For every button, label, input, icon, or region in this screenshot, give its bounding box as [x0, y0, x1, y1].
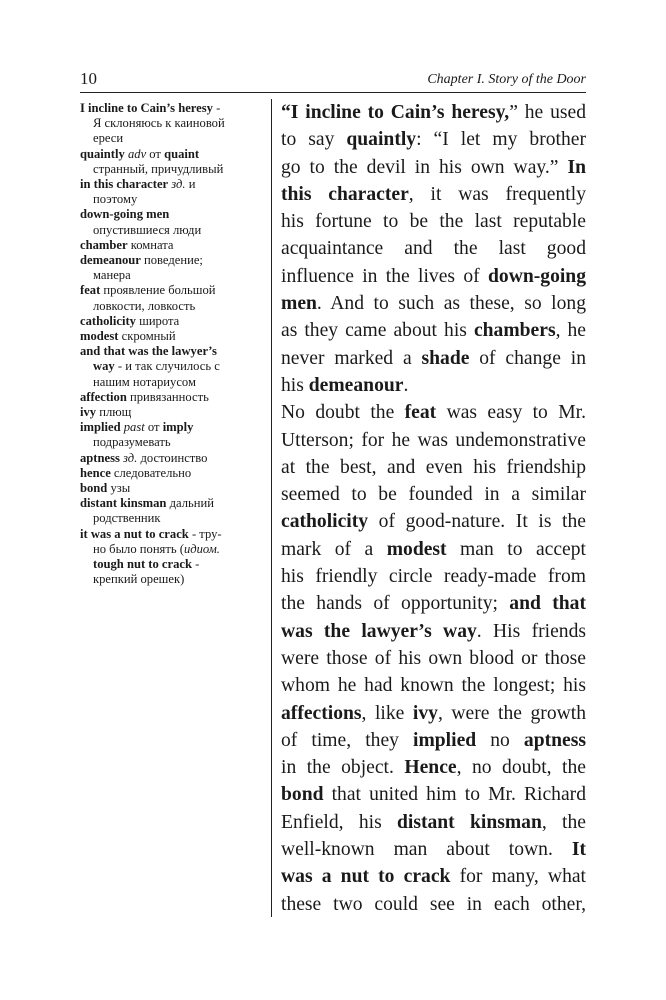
text-segment: acquaintance and the last good — [281, 238, 586, 260]
glossary-term: I incline to Cain’s heresy — [80, 101, 213, 115]
glossary-translation: проявление большой — [100, 283, 216, 298]
glossary-term: hence — [80, 465, 111, 480]
glossed-phrase: Hence — [404, 757, 457, 779]
glossed-phrase: “I incline to Cain’s heresy, — [281, 102, 510, 123]
glossary-translation: но было понять ( — [93, 541, 184, 556]
text-line — [281, 536, 586, 563]
glossed-phrase: It — [571, 839, 586, 861]
glossary-term: bond — [80, 481, 108, 496]
text-segment: . His friends — [476, 620, 586, 642]
glossary-translation: - и так случилось с — [114, 359, 220, 374]
glossed-phrase: affections — [281, 702, 362, 724]
glossed-phrase: aptness — [523, 729, 586, 751]
glossary-term: demeanour — [80, 253, 141, 268]
text-line — [281, 754, 586, 781]
text-line — [281, 645, 586, 672]
glossary-term: chamber — [80, 237, 128, 252]
glossed-phrase: distant kinsman — [397, 811, 542, 833]
text-segment: go to the devil in his own way.” — [281, 156, 568, 178]
glossary-base-term: quaint — [164, 146, 200, 161]
text-segment: these two could see in each other, — [281, 893, 586, 915]
glossed-phrase: feat — [404, 402, 437, 424]
text-line — [281, 345, 586, 372]
glossary-entry — [80, 329, 262, 344]
text-segment: that united him to Mr. Richard — [323, 784, 586, 806]
part-of-speech: зд. — [123, 450, 138, 465]
text-line — [281, 727, 586, 754]
part-of-speech: past — [123, 420, 145, 435]
text-segment: . And to such as these, so long — [316, 293, 586, 315]
text-segment: , it was frequently — [408, 183, 586, 205]
main-text-column — [281, 99, 586, 918]
glossed-phrase: ivy — [412, 702, 438, 724]
glossary-translation: узы — [107, 481, 131, 496]
text-segment: were those of his own blood or those — [281, 647, 586, 669]
glossed-phrase: down-going — [488, 265, 586, 287]
glossed-phrase: this character — [281, 183, 409, 205]
glossary-translation-line: ловкости, ловкость — [93, 298, 196, 313]
glossary-term: ivy — [80, 405, 97, 420]
text-segment: No doubt the — [281, 402, 405, 424]
text-segment: ” he used — [509, 102, 586, 123]
text-segment: , the — [541, 811, 586, 833]
glossed-phrase: men — [281, 293, 317, 315]
glossary-translation: крепкий орешек) — [93, 572, 185, 587]
text-line — [281, 372, 586, 399]
glossary-translation-line: родственник — [93, 511, 161, 526]
glossary-translation-line: манера — [93, 268, 131, 283]
text-line — [281, 154, 586, 181]
glossary-translation: широта — [135, 313, 180, 328]
text-segment: influence in the lives of — [281, 265, 488, 287]
text-line — [281, 781, 586, 808]
glossary-entry — [80, 238, 262, 253]
glossary-translation: дальний — [166, 496, 214, 511]
text-segment: as they came about his — [281, 320, 474, 342]
glossed-phrase: and that — [509, 593, 586, 615]
glossed-phrase: quaintly — [346, 129, 417, 151]
text-segment: man to accept — [446, 538, 586, 560]
text-line — [281, 181, 586, 208]
glossary-entry — [80, 314, 262, 329]
text-segment: , he — [555, 320, 586, 342]
glossary-entry — [80, 147, 262, 177]
part-of-speech: зд. — [171, 177, 186, 192]
glossary-entry — [80, 481, 262, 496]
text-segment: whom he had known the longest; his — [281, 675, 586, 697]
glossary-term: distant kinsman — [80, 496, 167, 511]
text-segment: of time, they — [281, 729, 414, 751]
text-line — [281, 263, 586, 290]
text-segment: seemed to be founded in a similar — [281, 484, 586, 506]
glossed-phrase: was a nut to crack — [281, 866, 451, 888]
text-line — [281, 454, 586, 481]
glossary-translation: - тру- — [188, 526, 222, 541]
glossary-translation: достоинство — [137, 450, 208, 465]
glossary-entry — [80, 390, 262, 405]
part-of-speech: adv — [127, 146, 147, 161]
text-segment: his friendly circle ready-made from — [281, 566, 586, 588]
glossary-translation: от — [146, 146, 165, 161]
glossary-entry — [80, 496, 262, 526]
glossary-term: way — [93, 359, 115, 374]
glossary-term: and that was the lawyer’s — [80, 344, 217, 359]
glossary-term: it was a nut to crack — [80, 526, 189, 541]
glossary-entry — [80, 359, 262, 389]
text-line — [281, 563, 586, 590]
chapter-title: Chapter I. Story of the Door — [427, 72, 586, 87]
text-segment: was easy to Mr. — [436, 402, 586, 424]
glossary-translation-line: опустившиеся люди — [93, 222, 202, 237]
glossary-term: modest — [80, 329, 119, 344]
glossary-translation: комната — [127, 237, 174, 252]
glossed-phrase: demeanour — [308, 374, 404, 396]
glossary-translation: и — [185, 177, 196, 192]
text-segment: of change in — [469, 347, 586, 369]
idiom-label: идиом. — [183, 541, 220, 556]
glossary-entry — [80, 572, 262, 587]
text-line — [281, 618, 586, 645]
text-segment: his fortune to be the last reputable — [281, 211, 586, 233]
page-number: 10 — [80, 69, 97, 88]
glossary-translation-line: нашим нотариусом — [93, 374, 196, 389]
glossary-translation-line: Я склоняюсь к каиновой — [93, 116, 225, 131]
text-line — [281, 399, 586, 426]
glossary-term: aptness — [80, 450, 120, 465]
text-line — [281, 508, 586, 535]
text-segment: of good-nature. It is the — [368, 511, 586, 533]
glossary-entry — [80, 207, 262, 237]
glossary-entry — [80, 405, 262, 420]
text-segment: for many, what — [450, 866, 587, 888]
glossary-term: tough nut to crack — [93, 557, 193, 572]
text-segment: no — [476, 729, 524, 751]
text-line — [281, 481, 586, 508]
text-segment: , no doubt, the — [456, 757, 586, 779]
glossary-translation-line: ереси — [93, 131, 124, 146]
text-line — [281, 126, 586, 153]
text-segment: at the best, and even his friendship — [281, 456, 586, 478]
glossary-entry — [80, 253, 262, 283]
text-segment: his — [281, 374, 309, 396]
text-segment: the hands of opportunity; — [281, 593, 510, 615]
glossary-translation-line: странный, причудливый — [93, 161, 224, 176]
glossary-entry — [80, 344, 262, 359]
glossary-translation: скромный — [118, 329, 176, 344]
text-segment: well-known man about town. — [281, 839, 572, 861]
text-line — [281, 672, 586, 699]
glossary-term: feat — [80, 283, 101, 298]
glossary-entry — [80, 557, 262, 572]
glossary-entry — [80, 283, 262, 313]
text-line — [281, 891, 586, 918]
text-segment: , like — [361, 702, 413, 724]
glossary-translation: - — [212, 101, 221, 115]
glossary-translation: - — [192, 557, 200, 572]
glossary-entry — [80, 177, 262, 207]
text-line — [281, 700, 586, 727]
text-line — [281, 317, 586, 344]
glossed-phrase: chambers — [473, 320, 556, 342]
text-line — [281, 208, 586, 235]
glossary-term: down-going men — [80, 207, 170, 222]
glossary-translation: привязанность — [126, 389, 209, 404]
glossed-phrase: shade — [421, 347, 470, 369]
text-line — [281, 290, 586, 317]
glossary-translation-line: поэтому — [93, 192, 138, 207]
glossary-term: catholicity — [80, 313, 136, 328]
glossary-column — [80, 101, 262, 588]
glossary-base-term: imply — [162, 420, 194, 435]
glossary-term: implied — [80, 420, 121, 435]
glossary-translation: поведение; — [140, 253, 203, 268]
glossed-phrase: In — [567, 156, 586, 178]
text-segment: Utterson; for he was undemonstrative — [281, 429, 586, 451]
glossed-phrase: modest — [386, 538, 447, 560]
glossed-phrase: implied — [413, 729, 477, 751]
glossary-term: affection — [80, 389, 127, 404]
text-line — [281, 809, 586, 836]
text-line — [281, 235, 586, 262]
glossary-entry — [80, 542, 262, 557]
glossary-term: quaintly — [80, 146, 125, 161]
glossary-translation: плющ — [96, 405, 132, 420]
glossary-translation-line: подразумевать — [93, 435, 171, 450]
glossary-entry — [80, 451, 262, 466]
glossary-entry — [80, 527, 262, 542]
text-segment: : “I let my brother — [416, 129, 587, 151]
text-line — [281, 427, 586, 454]
text-line — [281, 836, 586, 863]
text-segment: in the object. — [281, 757, 405, 779]
text-segment: mark of a — [281, 538, 387, 560]
glossary-entry — [80, 101, 262, 147]
text-line — [281, 99, 586, 126]
glossed-phrase: catholicity — [281, 511, 369, 533]
glossed-phrase: bond — [281, 784, 324, 806]
column-divider — [271, 99, 272, 917]
glossary-entry — [80, 466, 262, 481]
text-segment: to say — [281, 129, 347, 151]
text-segment: , were the growth — [437, 702, 587, 724]
glossary-translation: от — [144, 420, 163, 435]
text-segment: . — [403, 374, 409, 396]
text-segment: Enfield, his — [281, 811, 397, 833]
text-line — [281, 863, 586, 890]
glossed-phrase: was the lawyer’s way — [281, 620, 477, 642]
glossary-translation: следовательно — [110, 465, 192, 480]
glossary-term: in this character — [80, 177, 169, 192]
text-segment: never marked a — [281, 347, 422, 369]
glossary-entry — [80, 420, 262, 450]
running-header — [80, 68, 586, 93]
text-line — [281, 590, 586, 617]
